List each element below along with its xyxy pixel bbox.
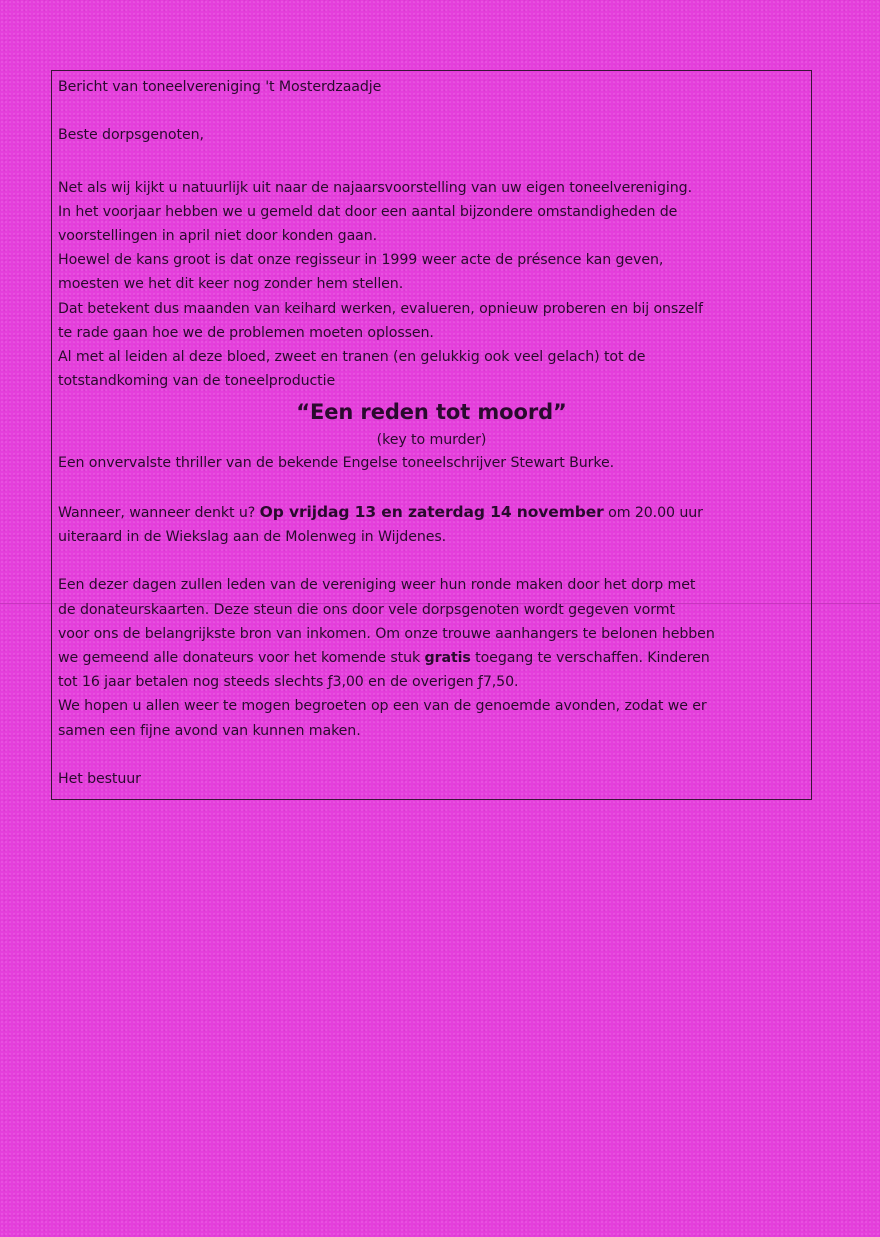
paragraph-line: te rade gaan hoe we de problemen moeten oplossen. bbox=[58, 324, 434, 341]
paragraph-line: voorstellingen in april niet door konden gaan. bbox=[58, 228, 378, 244]
paragraph-line: We hopen u allen weer te mogen begroeten op een van de genoemde avonden, zodat we er bbox=[58, 698, 707, 715]
paragraph-line: Een dezer dagen zullen leden van de vereniging weer hun ronde maken door het dorp met bbox=[58, 577, 696, 594]
letter-salutation: Beste dorpsgenoten, bbox=[58, 127, 204, 144]
performance-dates-line bbox=[58, 500, 811, 525]
paragraph-line: Al met al leiden al deze bloed, zweet en tranen (en gelukkig ook veel gelach) tot de bbox=[58, 349, 646, 366]
performance-info bbox=[58, 500, 811, 549]
donation-paragraph bbox=[58, 573, 811, 742]
play-title: “Een reden tot moord” bbox=[296, 400, 567, 425]
paragraph-line: Dat betekent dus maanden van keihard werken, evalueren, opnieuw proberen en bij onszelf bbox=[58, 300, 703, 317]
paragraph-line: we gemeend alle donateurs voor het komende stuk gratis toegang te verschaffen. Kinderen bbox=[58, 650, 710, 667]
paragraph-line: Hoewel de kans groot is dat onze regisseur in 1999 weer acte de présence kan geven, bbox=[58, 252, 664, 269]
paragraph-line: moesten we het dit keer nog zonder hem stellen. bbox=[58, 276, 404, 293]
paragraph-line: samen een fijne avond van kunnen maken. bbox=[58, 722, 361, 739]
paragraph-line: voor ons de belangrijkste bron van inkomen. Om onze trouwe aanhangers te belonen hebben bbox=[58, 625, 715, 642]
letter-frame bbox=[51, 70, 812, 800]
play-subtitle: (key to murder) bbox=[376, 432, 487, 449]
when-intro: Wanneer, wanneer denkt u? bbox=[58, 504, 260, 521]
paragraph-line: Net als wij kijkt u natuurlijk uit naar de najaarsvoorstelling van uw eigen toneelvereniging. bbox=[58, 179, 692, 196]
free-entry-emphasis: gratis bbox=[424, 650, 471, 667]
paragraph-line: de donateurskaarten. Deze steun die ons door vele dorpsgenoten wordt gegeven vormt bbox=[58, 601, 675, 618]
intro-paragraph bbox=[58, 176, 811, 394]
performance-time: om 20.00 uur bbox=[603, 504, 703, 521]
letter-heading: Bericht van toneelvereniging 't Mosterdzaadje bbox=[58, 79, 382, 95]
signature: Het bestuur bbox=[58, 771, 141, 788]
play-description: Een onvervalste thriller van de bekende Engelse toneelschrijver Stewart Burke. bbox=[58, 455, 615, 472]
performance-dates: Op vrijdag 13 en zaterdag 14 november bbox=[259, 502, 604, 521]
paragraph-line: In het voorjaar hebben we u gemeld dat door een aantal bijzondere omstandigheden de bbox=[58, 203, 678, 220]
paragraph-line: totstandkoming van de toneelproductie bbox=[58, 373, 336, 390]
ticket-prices: tot 16 jaar betalen nog steeds slechts ƒ3,00 en de overigen ƒ7,50. bbox=[58, 674, 519, 691]
performance-location: uiteraard in de Wiekslag aan de Molenweg in Wijdenes. bbox=[58, 529, 447, 546]
